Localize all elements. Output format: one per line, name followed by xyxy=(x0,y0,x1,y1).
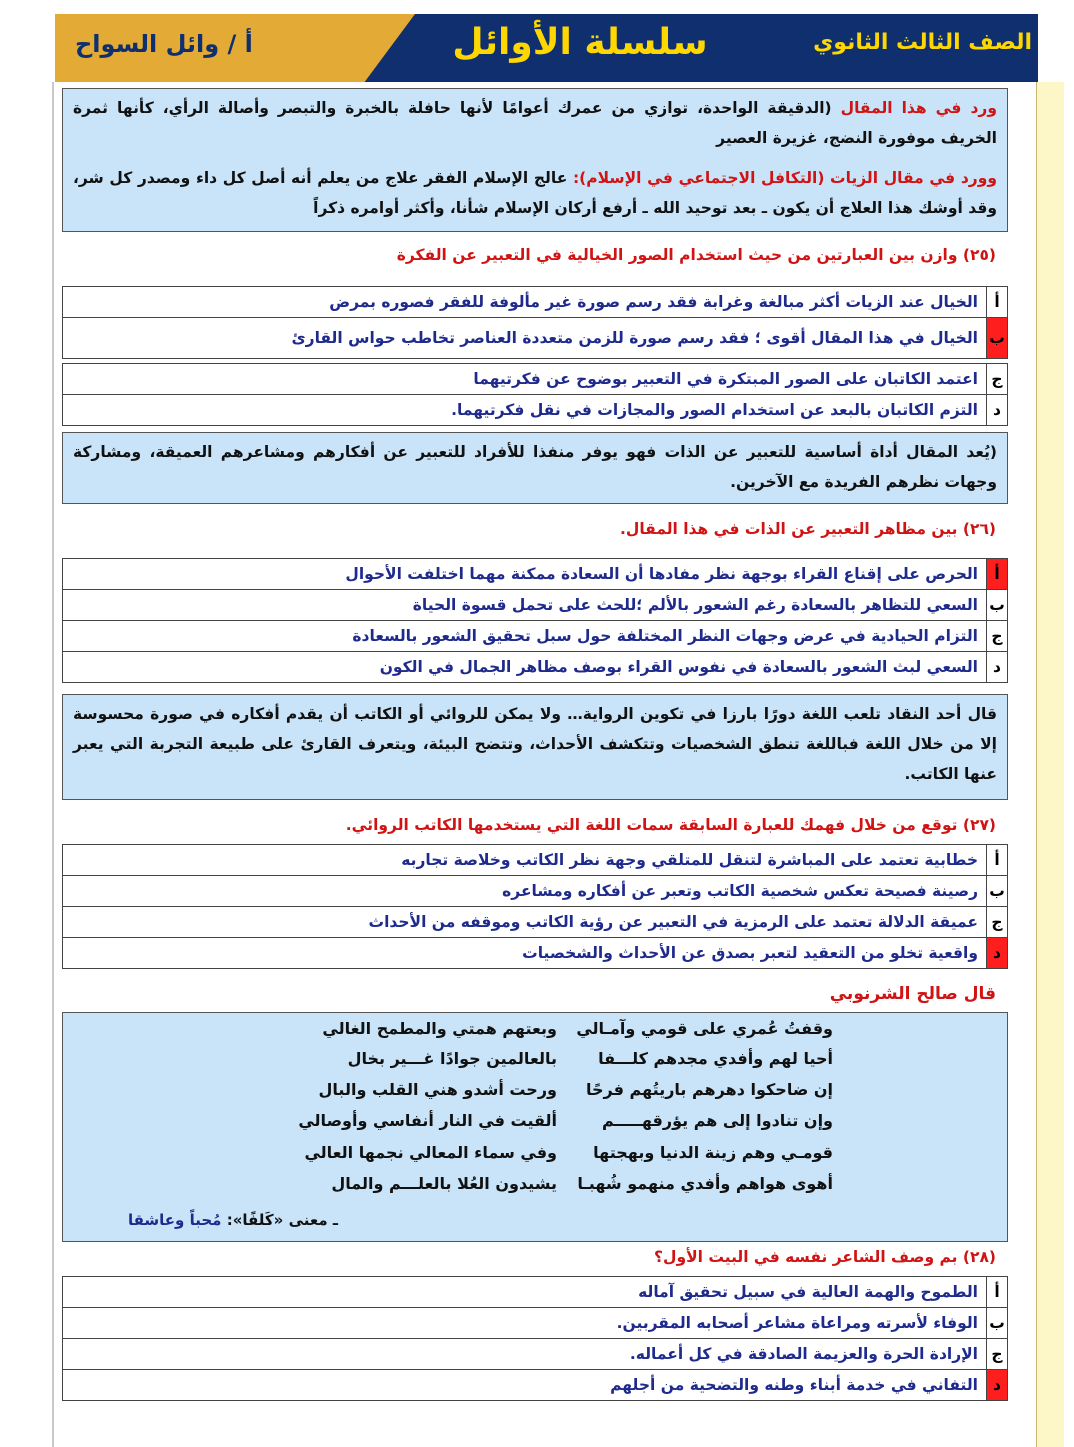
option-row[interactable] xyxy=(63,1308,1008,1339)
passage-1-label-1: ورد في هذا المقال xyxy=(840,99,997,117)
option-text: الخيال عند الزيات أكثر مبالغة وغرابة فقد رسم صورة غير مألوفة للفقر فصوره بمرض xyxy=(63,287,987,318)
option-letter: أ xyxy=(987,845,1008,876)
option-row[interactable] xyxy=(63,1339,1008,1370)
option-text: السعي للتظاهر بالسعادة رغم الشعور بالألم ؛للحث على تحمل قسوة الحياة xyxy=(63,590,987,621)
option-row[interactable] xyxy=(63,287,1008,318)
grade-title: الصف الثالث الثانوي xyxy=(813,30,1032,55)
option-text: السعي لبث الشعور بالسعادة في نفوس القراء بوصف مظاهر الجمال في الكون xyxy=(63,652,987,683)
option-letter: أ xyxy=(987,1277,1008,1308)
passage-box-2: (يُعد المقال أداة أساسية للتعبير عن الذات فهو يوفر منفذا للأفراد للتعبير عن أفكارهم ومشاعرهم العميقة، ومشاركة وجهات نظرهم الفريدة مع الآخرين. xyxy=(62,432,1008,504)
passage-1-paragraph-2 xyxy=(73,163,997,223)
option-row[interactable] xyxy=(63,938,1008,969)
verse-first-half: أهوى هواهم وأفدي منهمو شُهبـا xyxy=(577,1174,833,1193)
option-text: رصينة فصيحة تعكس شخصية الكاتب وتعبر عن أفكاره ومشاعره xyxy=(63,876,987,907)
option-letter: ج xyxy=(987,621,1008,652)
option-row[interactable] xyxy=(63,559,1008,590)
option-text: الإرادة الحرة والعزيمة الصادقة في كل أعماله. xyxy=(63,1339,987,1370)
option-row[interactable] xyxy=(63,1370,1008,1401)
series-title: سلسلة الأوائل xyxy=(452,22,708,63)
option-text: الحرص على إقناع القراء بوجهة نظر مفادها أن السعادة ممكنة مهما اختلفت الأحوال xyxy=(63,559,987,590)
option-text: اعتمد الكاتبان على الصور المبتكرة في التعبير بوضوح عن فكرتيهما xyxy=(63,364,987,395)
passage-box-1 xyxy=(62,88,1008,232)
option-text: التفاني في خدمة أبناء وطنه والتضحية من أجلهم xyxy=(63,1370,987,1401)
verse-first-half: وقفتُ عُمري على قومي وآمـالي xyxy=(576,1019,833,1038)
passage-1-label-2: وورد في مقال الزيات (التكافل الاجتماعي في الإسلام): xyxy=(572,169,997,187)
option-text: خطابية تعتمد على المباشرة لتنقل للمتلقي وجهة نظر الكاتب وخلاصة تجاربه xyxy=(63,845,987,876)
option-letter: ج xyxy=(987,907,1008,938)
verse-first-half: قومـي وهم زينة الدنيا وبهجتها xyxy=(593,1143,833,1162)
verse-second-half: وفي سماء المعالي نجمها العالي xyxy=(304,1143,557,1162)
word-meaning-label: ـ معنى «كَلفًا»: xyxy=(221,1211,338,1229)
verse-second-half: ورحت أشدو هني القلب والبال xyxy=(318,1080,557,1099)
option-row[interactable] xyxy=(63,395,1008,426)
verse-first-half: إن ضاحكوا دهرهم باريتُهم فرحًا xyxy=(586,1080,833,1099)
question-27: (٢٧) توقع من خلال فهمك للعبارة السابقة سمات اللغة التي يستخدمها الكاتب الروائي. xyxy=(345,816,996,834)
question-27-options xyxy=(62,844,1008,969)
page-margin-bar xyxy=(1036,82,1064,1447)
word-meaning xyxy=(128,1211,338,1229)
option-letter: ج xyxy=(987,364,1008,395)
passage-1-text-1: (الدقيقة الواحدة، توازي من عمرك أعوامًا لأنها حافلة بالخبرة والتبصر وأصالة الرأي، كأنها ثمرة الخريف موفورة النضج، غزيرة العصير xyxy=(73,99,997,147)
question-25-options xyxy=(62,286,1008,426)
question-26: (٢٦) بين مظاهر التعبير عن الذات في هذا المقال. xyxy=(620,520,996,538)
option-letter: أ xyxy=(987,287,1008,318)
option-letter: ج xyxy=(987,1339,1008,1370)
option-letter-correct: د xyxy=(987,938,1008,969)
option-text: واقعية تخلو من التعقيد لتعبر بصدق عن الأحداث والشخصيات xyxy=(63,938,987,969)
question-28-options xyxy=(62,1276,1008,1401)
verse-second-half: وبعتهم همتي والمطمح الغالي xyxy=(322,1019,557,1038)
question-25: (٢٥) وازن بين العبارتين من حيث استخدام الصور الخيالية في التعبير عن الفكرة xyxy=(396,246,996,264)
option-row[interactable] xyxy=(63,907,1008,938)
option-text: عميقة الدلالة تعتمد على الرمزية في التعبير عن رؤية الكاتب وموقفه من الأحداث xyxy=(63,907,987,938)
question-26-options xyxy=(62,558,1008,683)
option-letter-correct: د xyxy=(987,1370,1008,1401)
page-margin-line xyxy=(52,82,54,1447)
option-row[interactable] xyxy=(63,845,1008,876)
option-text: التزام الحيادية في عرض وجهات النظر المختلفة حول سبل تحقيق الشعور بالسعادة xyxy=(63,621,987,652)
option-row[interactable] xyxy=(63,652,1008,683)
passage-1-text-2: عالج الإسلام الفقر علاج من يعلم أنه أصل كل داء ومصدر كل شر، وقد أوشك هذا العلاج أن يكون ـ بعد توحيد الله ـ أرفع أركان الإسلام شأنا، وأكثر أوامره ذكراً xyxy=(73,169,997,217)
poem-box xyxy=(62,1012,1008,1242)
verse-second-half: ألقيت في النار أنفاسي وأوصالي xyxy=(298,1111,557,1130)
option-row[interactable] xyxy=(63,364,1008,395)
question-28: (٢٨) بم وصف الشاعر نفسه في البيت الأول؟ xyxy=(654,1248,996,1266)
option-letter: ب xyxy=(987,876,1008,907)
word-meaning-value: مُحباً وعاشقا xyxy=(128,1211,222,1229)
option-letter-correct: أ xyxy=(987,559,1008,590)
verse-second-half: بالعالمين جوادًا غـــير بخال xyxy=(347,1049,557,1068)
teacher-name: أ / وائل السواح xyxy=(75,30,253,58)
option-letter: د xyxy=(987,652,1008,683)
option-letter-correct: ب xyxy=(987,318,1008,359)
option-text: الوفاء لأسرته ومراعاة مشاعر أصحابه المقربين. xyxy=(63,1308,987,1339)
option-text: الخيال في هذا المقال أقوى ؛ فقد رسم صورة للزمن متعددة العناصر تخاطب حواس القارئ xyxy=(63,318,987,359)
option-row[interactable] xyxy=(63,876,1008,907)
option-letter: ب xyxy=(987,590,1008,621)
poet-name: قال صالح الشرنوبي xyxy=(829,984,996,1004)
option-text: التزم الكاتبان بالبعد عن استخدام الصور والمجازات في نقل فكرتيهما. xyxy=(63,395,987,426)
option-row[interactable] xyxy=(63,590,1008,621)
verse-first-half: أحيا لهم وأفدي مجدهم كلـــفا xyxy=(598,1049,833,1068)
verse-first-half: وإن تنادوا إلى هم يؤرقهـــــم xyxy=(601,1111,833,1130)
option-row[interactable] xyxy=(63,1277,1008,1308)
passage-box-3: قال أحد النقاد تلعب اللغة دورًا بارزا في تكوين الرواية… ولا يمكن للروائي أو الكاتب أن يقدم أفكاره في صورة محسوسة إلا من خلال اللغة فباللغة تنطق الشخصيات وتتكشف الأحداث، وتتضح البيئة، ويتعرف القارئ على طبيعة التجربة التي يعبر عنها الكاتب. xyxy=(62,694,1008,800)
option-letter: د xyxy=(987,395,1008,426)
option-text: الطموح والهمة العالية في سبيل تحقيق آماله xyxy=(63,1277,987,1308)
option-row[interactable] xyxy=(63,318,1008,359)
verse-second-half: يشيدون العُلا بالعلـــم والمال xyxy=(331,1174,557,1193)
option-letter: ب xyxy=(987,1308,1008,1339)
option-row[interactable] xyxy=(63,621,1008,652)
passage-1-paragraph-1 xyxy=(73,93,997,153)
